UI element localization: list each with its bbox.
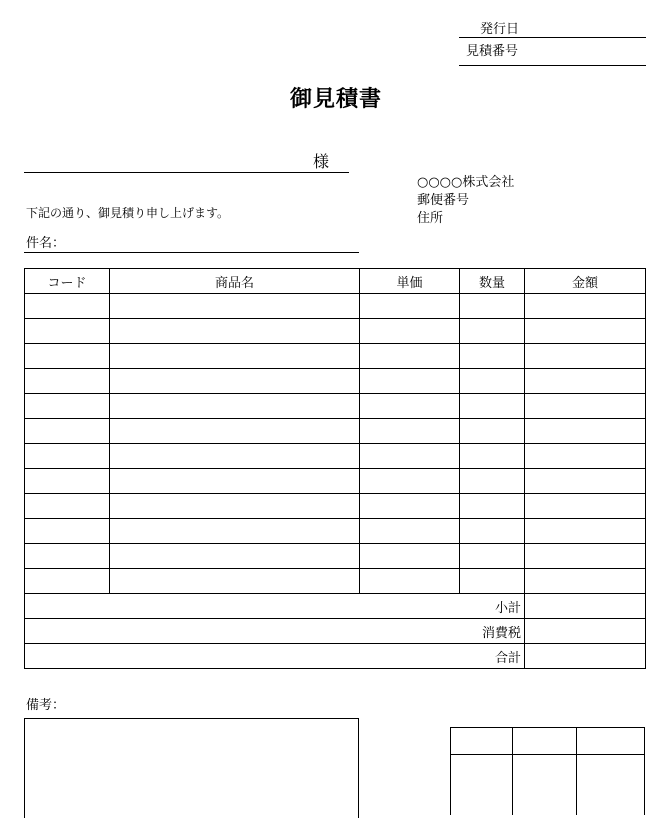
cell-quantity[interactable] [460,444,525,469]
cell-unit-price[interactable] [360,419,460,444]
cell-amount[interactable] [525,469,646,494]
table-row [25,444,646,469]
cell-product-name[interactable] [110,394,360,419]
cell-amount[interactable] [525,294,646,319]
tax-label: 消費税 [25,619,525,644]
cell-quantity[interactable] [460,369,525,394]
column-header-amount: 金額 [525,269,646,294]
cell-quantity[interactable] [460,394,525,419]
document-title: 御見積書 [289,86,382,112]
items-table [24,268,646,669]
cell-product-name[interactable] [110,569,360,594]
cell-amount[interactable] [525,569,646,594]
cell-amount[interactable] [525,519,646,544]
estimate-number-label: 見積番号 [466,44,519,59]
cell-product-name[interactable] [110,469,360,494]
cell-amount[interactable] [525,319,646,344]
cell-amount[interactable] [525,394,646,419]
cell-quantity[interactable] [460,469,525,494]
cell-product-name[interactable] [110,544,360,569]
cell-unit-price[interactable] [360,319,460,344]
cell-code[interactable] [25,344,110,369]
stamp-cell[interactable] [451,755,513,815]
cell-unit-price[interactable] [360,369,460,394]
table-row [25,294,646,319]
cell-amount[interactable] [525,444,646,469]
column-header-product-name: 商品名 [110,269,360,294]
recipient-honorific: 様 [313,152,330,171]
total-row [25,644,646,669]
remarks-box[interactable] [24,718,359,818]
cell-product-name[interactable] [110,294,360,319]
stamp-table [450,727,645,815]
cell-quantity[interactable] [460,419,525,444]
cell-unit-price[interactable] [360,344,460,369]
subtotal-value[interactable] [525,594,646,619]
column-header-quantity: 数量 [460,269,525,294]
sender-postal-label: 郵便番号 [417,193,470,208]
cell-product-name[interactable] [110,344,360,369]
sender-address-label: 住所 [417,211,444,226]
intro-text: 下記の通り、御見積り申し上げます。 [26,206,230,220]
total-value[interactable] [525,644,646,669]
cell-quantity[interactable] [460,569,525,594]
cell-unit-price[interactable] [360,569,460,594]
cell-code[interactable] [25,419,110,444]
cell-code[interactable] [25,519,110,544]
cell-product-name[interactable] [110,319,360,344]
cell-unit-price[interactable] [360,544,460,569]
cell-product-name[interactable] [110,519,360,544]
recipient-name-line[interactable] [24,172,349,173]
estimate-number-line [459,65,646,66]
table-row [25,344,646,369]
tax-value[interactable] [525,619,646,644]
stamp-header-cell[interactable] [577,728,645,755]
subject-line[interactable] [24,252,359,253]
cell-amount[interactable] [525,344,646,369]
table-row [25,419,646,444]
table-row [25,369,646,394]
cell-quantity[interactable] [460,294,525,319]
cell-unit-price[interactable] [360,294,460,319]
sender-company: ○○○○株式会社 [417,175,515,190]
cell-product-name[interactable] [110,419,360,444]
cell-code[interactable] [25,394,110,419]
cell-quantity[interactable] [460,344,525,369]
stamp-cell[interactable] [513,755,577,815]
cell-code[interactable] [25,294,110,319]
column-header-code: コード [25,269,110,294]
cell-amount[interactable] [525,419,646,444]
cell-product-name[interactable] [110,369,360,394]
cell-quantity[interactable] [460,319,525,344]
issue-date-label: 発行日 [480,22,520,37]
table-row [25,519,646,544]
tax-row [25,619,646,644]
cell-quantity[interactable] [460,519,525,544]
cell-quantity[interactable] [460,494,525,519]
cell-amount[interactable] [525,544,646,569]
stamp-header-cell[interactable] [513,728,577,755]
table-header-row [25,269,646,294]
issue-date-line [459,37,646,38]
cell-amount[interactable] [525,369,646,394]
cell-unit-price[interactable] [360,394,460,419]
subtotal-row [25,594,646,619]
cell-product-name[interactable] [110,494,360,519]
cell-amount[interactable] [525,494,646,519]
stamp-body-row [451,755,645,815]
cell-code[interactable] [25,369,110,394]
remarks-label: 備考： [26,698,66,713]
cell-code[interactable] [25,469,110,494]
table-row [25,394,646,419]
subtotal-label: 小計 [25,594,525,619]
cell-code[interactable] [25,319,110,344]
subject-label: 件名： [26,236,66,251]
cell-quantity[interactable] [460,544,525,569]
table-row [25,469,646,494]
cell-unit-price[interactable] [360,444,460,469]
column-header-unit-price: 単価 [360,269,460,294]
stamp-header-cell[interactable] [451,728,513,755]
cell-unit-price[interactable] [360,469,460,494]
total-label: 合計 [25,644,525,669]
cell-code[interactable] [25,494,110,519]
cell-product-name[interactable] [110,444,360,469]
cell-unit-price[interactable] [360,494,460,519]
cell-unit-price[interactable] [360,519,460,544]
cell-code[interactable] [25,544,110,569]
cell-code[interactable] [25,569,110,594]
stamp-cell[interactable] [577,755,645,815]
cell-code[interactable] [25,444,110,469]
table-row [25,544,646,569]
table-row [25,569,646,594]
stamp-header-row [451,728,645,755]
table-row [25,319,646,344]
table-row [25,494,646,519]
